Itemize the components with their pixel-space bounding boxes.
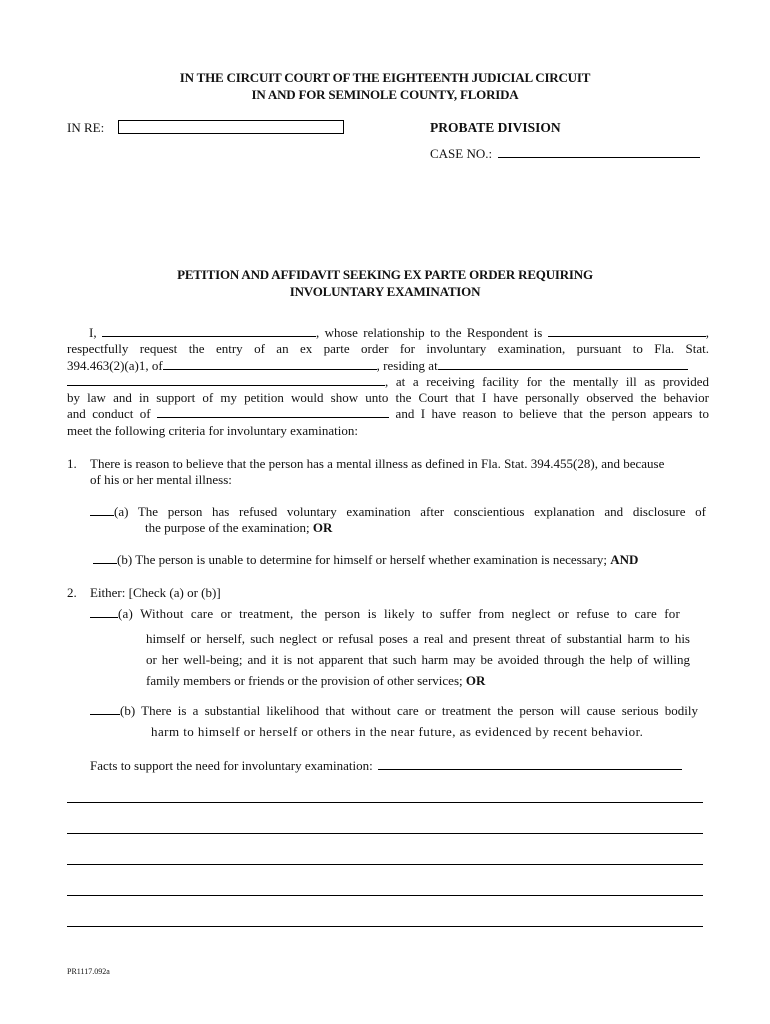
intro-line-2: respectfully request the entry of an ex parte order for involuntary examination, pursuant to Fla. Stat. xyxy=(67,341,709,357)
facts-line-2[interactable] xyxy=(67,833,703,834)
facts-line-1[interactable] xyxy=(67,802,703,803)
court-heading-line2: IN AND FOR SEMINOLE COUNTY, FLORIDA xyxy=(251,87,519,102)
intro-line-6: and conduct of and I have reason to believe that the person appears to xyxy=(67,406,710,422)
facts-field[interactable] xyxy=(378,769,682,770)
relationship-field[interactable] xyxy=(548,336,706,337)
intro-line-7: meet the following criteria for involuntary examination: xyxy=(67,422,358,438)
intro-line-3: 394.463(2)(a)1, of , residing at xyxy=(67,358,709,374)
case-number-row xyxy=(430,146,700,162)
intro-line-5: by law and in support of my petition would show unto the Court that I have personally observed the behavior xyxy=(67,390,709,406)
respondent-address-field[interactable] xyxy=(438,369,688,370)
petitioner-name-field[interactable] xyxy=(102,336,316,337)
criterion-1-number: 1. xyxy=(67,456,77,471)
criterion-2b-line2: harm to himself or herself or others in the near future, as evidenced by recent behavior. xyxy=(151,724,644,739)
intro-line-1: I, , whose relationship to the Respondent is , xyxy=(89,325,710,340)
criterion-2b-line1: (b) There is a substantial likelihood that without care or treatment the person will cause serious bodily xyxy=(90,703,698,719)
criterion-2a-line1: (a) Without care or treatment, the person is likely to suffer from neglect or refuse to care for xyxy=(90,606,680,622)
criterion-2a-checkbox-line[interactable] xyxy=(90,617,118,618)
criterion-1a-line2: the purpose of the examination; OR xyxy=(145,520,333,535)
petition-intro xyxy=(67,325,709,439)
criterion-1a: (a) The person has refused voluntary examination after conscientious explanation and disclosure of xyxy=(90,504,706,520)
facts-line-4[interactable] xyxy=(67,895,703,896)
case-number-field[interactable] xyxy=(498,157,700,158)
criterion-2-number: 2. xyxy=(67,585,77,600)
document-title-line1: PETITION AND AFFIDAVIT SEEKING EX PARTE ORDER REQUIRING xyxy=(177,267,593,282)
facts-row xyxy=(90,758,682,774)
respondent-address-field-2[interactable] xyxy=(67,385,385,386)
in-re-field[interactable] xyxy=(118,120,344,134)
criterion-2b-checkbox-line[interactable] xyxy=(90,714,120,715)
intro-line-4: , at a receiving facility for the mentally ill as provided xyxy=(67,374,709,390)
facts-line-5[interactable] xyxy=(67,926,703,927)
in-re-label: IN RE: xyxy=(67,120,105,135)
form-id: PR1117.092a xyxy=(67,967,110,976)
criterion-2a-continuation: himself or herself, such neglect or refusal poses a real and present threat of substantial harm to his or her well-being; and it is not apparent that such harm may be avoided through the help of willing family members or friends or the provision of other services; OR xyxy=(146,631,690,688)
probate-division: PROBATE DIVISION xyxy=(430,120,561,135)
facts-label: Facts to support the need for involuntary examination: xyxy=(90,758,373,773)
facts-line-3[interactable] xyxy=(67,864,703,865)
conduct-of-field[interactable] xyxy=(157,417,389,418)
respondent-name-field[interactable] xyxy=(163,369,377,370)
criterion-1a-checkbox-line[interactable] xyxy=(90,515,114,516)
criterion-2-intro: Either: [Check (a) or (b)] xyxy=(90,585,221,600)
criterion-1b: (b) The person is unable to determine for himself or herself whether examination is necessary; AND xyxy=(93,552,638,568)
document-title-line2: INVOLUNTARY EXAMINATION xyxy=(289,284,481,299)
criterion-1-text-line2: of his or her mental illness: xyxy=(90,472,232,487)
case-number-label: CASE NO.: xyxy=(430,146,493,161)
criterion-1b-checkbox-line[interactable] xyxy=(93,563,117,564)
court-heading-line1: IN THE CIRCUIT COURT OF THE EIGHTEENTH JUDICIAL CIRCUIT xyxy=(179,70,591,85)
criterion-1-text-line1: There is reason to believe that the person has a mental illness as defined in Fla. Stat. 394.455(28), and because xyxy=(90,456,665,471)
